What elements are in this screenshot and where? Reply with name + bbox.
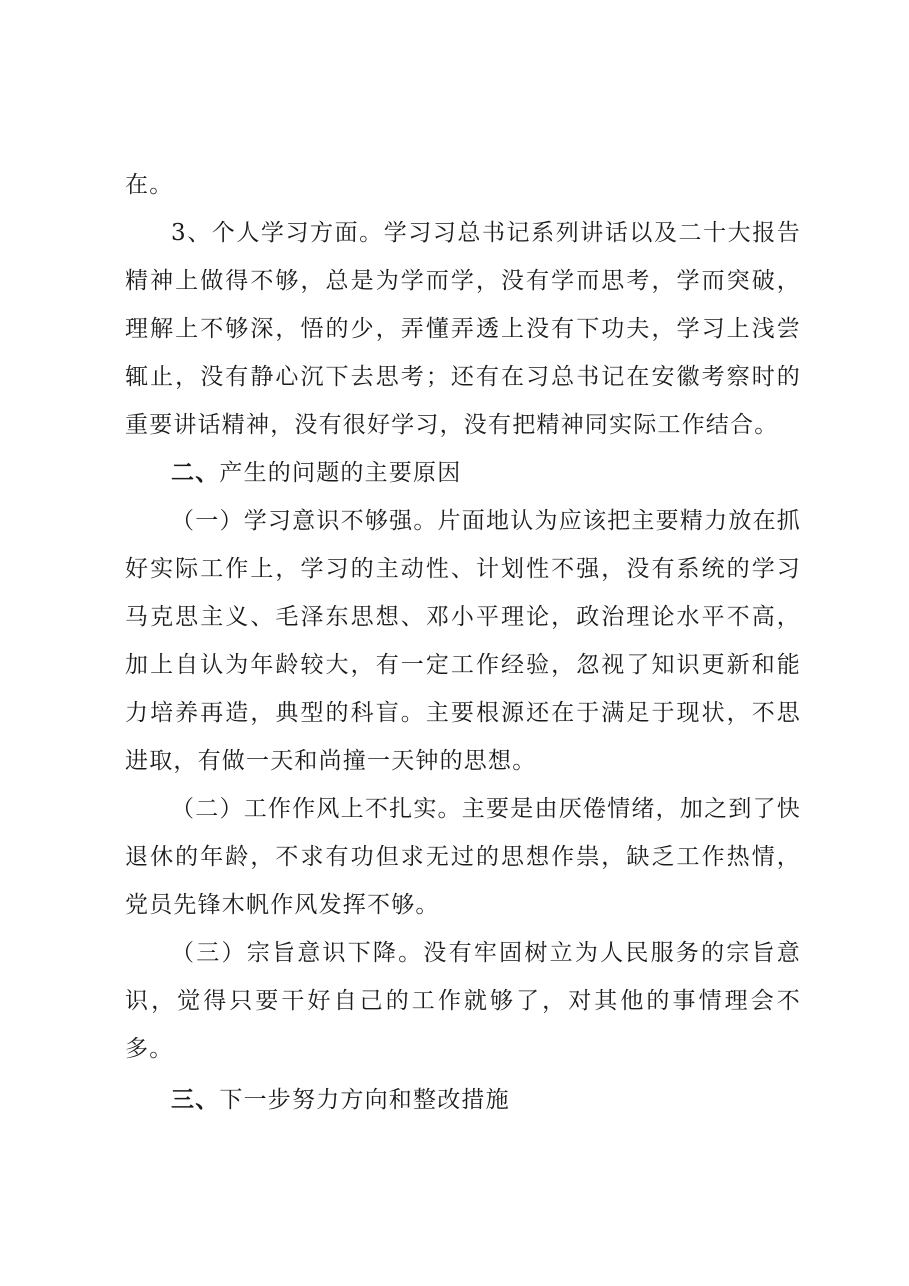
section-number: 三、: [171, 1087, 220, 1113]
paragraph-cause-1: （一）学习意识不够强。片面地认为应该把主要精力放在抓好实际工作上，学习的主动性、计划性不强，没有系统的学习马克思主义、毛泽东思想、邓小平理论，政治理论水平不高，加上自认为年龄较大，有一定工作经验，忽视了知识更新和能力培养再造，典型的科盲。主要根源还在于满足于现状，不思进取，有做一天和尚撞一天钟的思想。: [125, 508, 801, 774]
paragraph-cause-2: （二）工作作风上不扎实。主要是由厌倦情绪，加之到了快退休的年龄，不求有功但求无过的思想作祟，缺乏工作热情，党员先锋木帆作风发挥不够。: [125, 796, 801, 918]
paragraph-personal-study: 3、个人学习方面。学习习总书记系列讲话以及二十大报告精神上做得不够，总是为学而学，没有学而思考，学而突破，理解上不够深，悟的少，弄懂弄透上没有下功夫，学习上浅尝辄止，没有静心沉下去思考；还有在习总书记在安徽考察时的重要讲话精神，没有很好学习，没有把精神同实际工作结合。: [125, 220, 801, 438]
paragraph-continuation: 在。: [125, 172, 174, 198]
section-title: 下一步努力方向和整改措施: [219, 1087, 510, 1113]
paragraph-cause-3: （三）宗旨意识下降。没有牢固树立为人民服务的宗旨意识，觉得只要干好自己的工作就够了，对其他的事情理会不多。: [125, 940, 801, 1062]
section-heading-causes: [125, 449, 801, 497]
section-heading-measures: [125, 1076, 801, 1124]
section-title: 产生的问题的主要原因: [219, 460, 462, 486]
section-number: 二、: [171, 460, 220, 486]
